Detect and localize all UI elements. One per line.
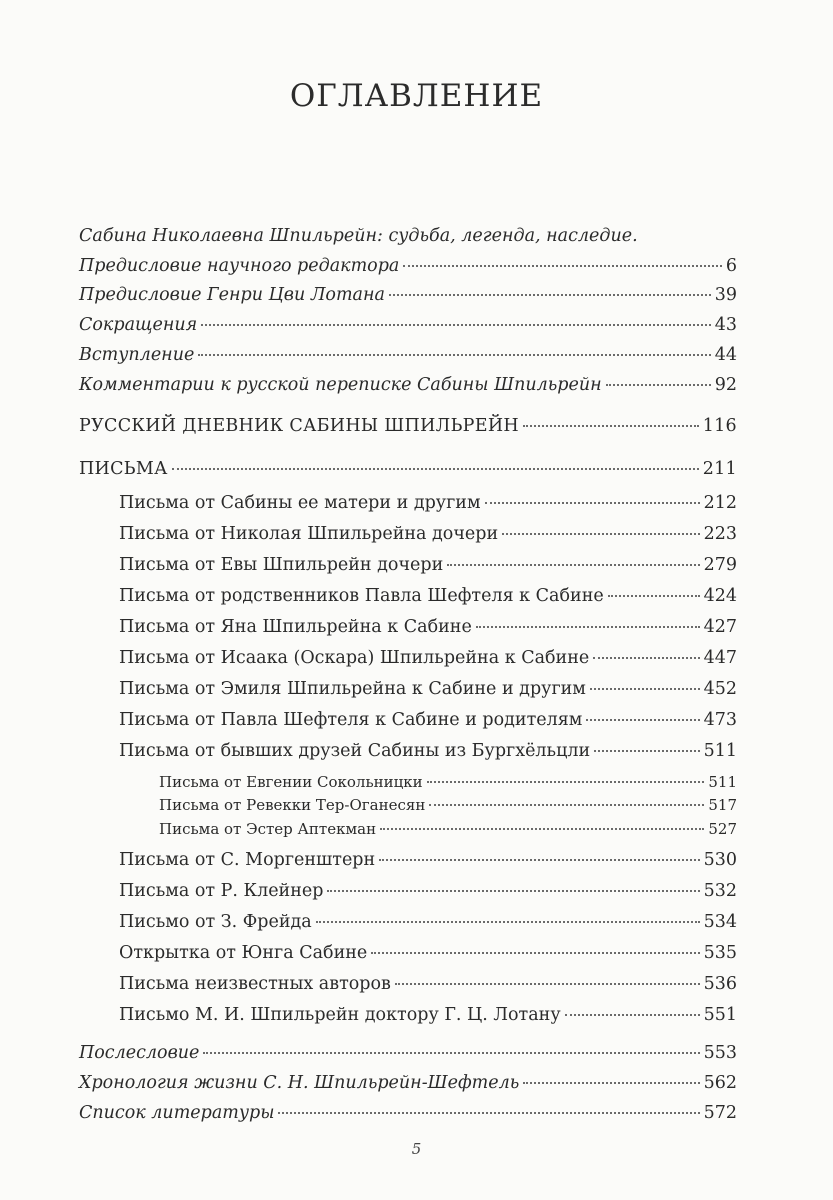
toc-entry[interactable]: [79, 285, 737, 305]
toc-entry-title: Вступление: [79, 345, 195, 365]
dot-leader: [172, 468, 699, 470]
toc-entry-title: Письма от родственников Павла Шефтеля к Сабине: [119, 586, 604, 606]
dot-leader: [380, 828, 704, 830]
toc-entry-page: 572: [703, 1103, 737, 1123]
toc-entry-title: Письмо от З. Фрейда: [119, 912, 312, 932]
toc-entry-page: 44: [714, 345, 737, 365]
toc-entry-page: 223: [703, 524, 737, 544]
dot-leader: [203, 1052, 699, 1054]
dot-leader: [389, 294, 711, 296]
toc-entry-title: Список литературы: [79, 1103, 275, 1123]
dot-leader: [403, 265, 722, 267]
dot-leader: [586, 719, 699, 721]
dot-leader: [594, 750, 699, 752]
page-title: ОГЛАВЛЕНИЕ: [289, 78, 544, 114]
toc-entry-page: 452: [703, 679, 737, 699]
toc-subentry[interactable]: [119, 679, 737, 699]
toc-entry-title: Открытка от Юнга Сабине: [119, 943, 368, 963]
toc-subentry[interactable]: [119, 493, 737, 513]
toc-subentry[interactable]: [119, 912, 737, 932]
toc-subsubentry[interactable]: [159, 820, 737, 838]
toc-entry-title: Письма от Эстер Аптекман: [159, 820, 377, 838]
toc-subentry[interactable]: [119, 617, 737, 637]
toc-subsubentry[interactable]: [159, 796, 737, 814]
dot-leader: [427, 781, 705, 783]
toc-entry-page: 92: [714, 375, 737, 395]
dot-leader: [523, 1082, 699, 1084]
toc-entry[interactable]: [79, 256, 737, 276]
dot-leader: [593, 657, 699, 659]
dot-leader: [278, 1112, 699, 1114]
dot-leader: [502, 533, 699, 535]
toc-entry[interactable]: [79, 1043, 737, 1063]
toc-entry-title: Письмо М. И. Шпильрейн доктору Г. Ц. Лотану: [119, 1005, 561, 1025]
toc-entry-title: Письма от С. Моргенштерн: [119, 850, 376, 870]
toc-entry-page: 536: [703, 974, 737, 994]
toc-entry-title: ПИСЬМА: [79, 459, 168, 479]
toc-subentry[interactable]: [119, 710, 737, 730]
toc-entry-page: 473: [703, 710, 737, 730]
dot-leader: [608, 595, 700, 597]
toc-entry-title: Письма от Николая Шпильрейна дочери: [119, 524, 499, 544]
toc-entry-page: 535: [703, 943, 737, 963]
dot-leader: [198, 354, 710, 356]
toc-subentry[interactable]: [119, 943, 737, 963]
toc-entry-title: Предисловие научного редактора: [79, 256, 400, 276]
toc-entry-page: 517: [708, 796, 737, 814]
toc-entry-title: Письма от Р. Клейнер: [119, 881, 324, 901]
dot-leader: [395, 983, 700, 985]
toc-subsubentry[interactable]: [159, 773, 737, 791]
toc-entry-title: Письма от Евгении Сокольницки: [159, 773, 423, 791]
toc-subentry[interactable]: [119, 524, 737, 544]
dot-leader: [371, 952, 699, 954]
toc-entry-page: 511: [708, 773, 737, 791]
dot-leader: [590, 688, 700, 690]
toc-entry[interactable]: [79, 1073, 737, 1093]
toc-entry-page: 116: [702, 416, 737, 436]
toc-entry-title: Письма неизвестных авторов: [119, 974, 391, 994]
toc-entry[interactable]: [79, 375, 737, 395]
dot-leader: [476, 626, 700, 628]
toc-section-letters[interactable]: [79, 459, 737, 479]
toc-entry[interactable]: [79, 1103, 737, 1123]
dot-leader: [606, 384, 711, 386]
toc-entry-title: Письма от бывших друзей Сабины из Бургхёльцли: [119, 741, 591, 761]
toc-entry-page: 553: [703, 1043, 737, 1063]
toc-entry-page: 39: [714, 285, 737, 305]
toc-entry-title: Письма от Исаака (Оскара) Шпильрейна к Сабине: [119, 648, 590, 668]
toc-entry-title: Сокращения: [79, 315, 198, 335]
dot-leader: [523, 425, 699, 427]
toc-subentry[interactable]: [119, 555, 737, 575]
toc-entry-title: Письма от Павла Шефтеля к Сабине и родителям: [119, 710, 583, 730]
toc-entry-page: 527: [708, 820, 737, 838]
toc-subentry[interactable]: [119, 1005, 737, 1025]
toc-intro-line: Сабина Николаевна Шпильрейн: судьба, легенда, наследие.: [79, 226, 638, 246]
toc-subentry[interactable]: [119, 974, 737, 994]
toc-entry-page: 212: [703, 493, 737, 513]
toc-entry[interactable]: [79, 315, 737, 335]
toc-entry-page: 279: [703, 555, 737, 575]
toc-entry-title: РУССКИЙ ДНЕВНИК САБИНЫ ШПИЛЬРЕЙН: [79, 416, 519, 436]
toc-entry-title: Письма от Сабины ее матери и другим: [119, 493, 481, 513]
toc-entry-page: 427: [703, 617, 737, 637]
toc-entry-title: Комментарии к русской переписке Сабины Шпильрейн: [79, 375, 602, 395]
toc-entry-title: Письма от Ревекки Тер-Оганесян: [159, 796, 426, 814]
toc-entry-title: Послесловие: [79, 1043, 200, 1063]
dot-leader: [327, 890, 699, 892]
toc-subentry[interactable]: [119, 850, 737, 870]
toc-entry-title: Письма от Эмиля Шпильрейна к Сабине и другим: [119, 679, 586, 699]
toc-entry-page: 532: [703, 881, 737, 901]
dot-leader: [485, 502, 700, 504]
toc-entry-page: 211: [702, 459, 737, 479]
dot-leader: [429, 804, 704, 806]
dot-leader: [379, 859, 699, 861]
toc-entry-page: 424: [703, 586, 737, 606]
toc-subentry[interactable]: [119, 741, 737, 761]
toc-section-diary[interactable]: [79, 416, 737, 436]
toc-subentry[interactable]: [119, 648, 737, 668]
toc-entry-page: 6: [725, 256, 737, 276]
toc-entry-page: 447: [703, 648, 737, 668]
toc-entry-page: 530: [703, 850, 737, 870]
toc-entry-page: 511: [703, 741, 737, 761]
toc-subentry[interactable]: [119, 881, 737, 901]
toc-subentry[interactable]: [119, 586, 737, 606]
toc-entry-page: 562: [703, 1073, 737, 1093]
toc-entry-page: 43: [714, 315, 737, 335]
toc-entry-title: Письма от Евы Шпильрейн дочери: [119, 555, 444, 575]
dot-leader: [565, 1014, 700, 1016]
toc-entry-title: Хронология жизни С. Н. Шпильрейн-Шефтель: [79, 1073, 520, 1093]
toc-entry-page: 534: [703, 912, 737, 932]
dot-leader: [316, 921, 700, 923]
toc-entry[interactable]: [79, 345, 737, 365]
dot-leader: [201, 324, 710, 326]
toc-entry-page: 551: [703, 1005, 737, 1025]
toc-entry-title: Письма от Яна Шпильрейна к Сабине: [119, 617, 472, 637]
dot-leader: [447, 564, 699, 566]
toc-entry-title: Предисловие Генри Цви Лотана: [79, 285, 385, 305]
page-number: 5: [411, 1140, 422, 1158]
